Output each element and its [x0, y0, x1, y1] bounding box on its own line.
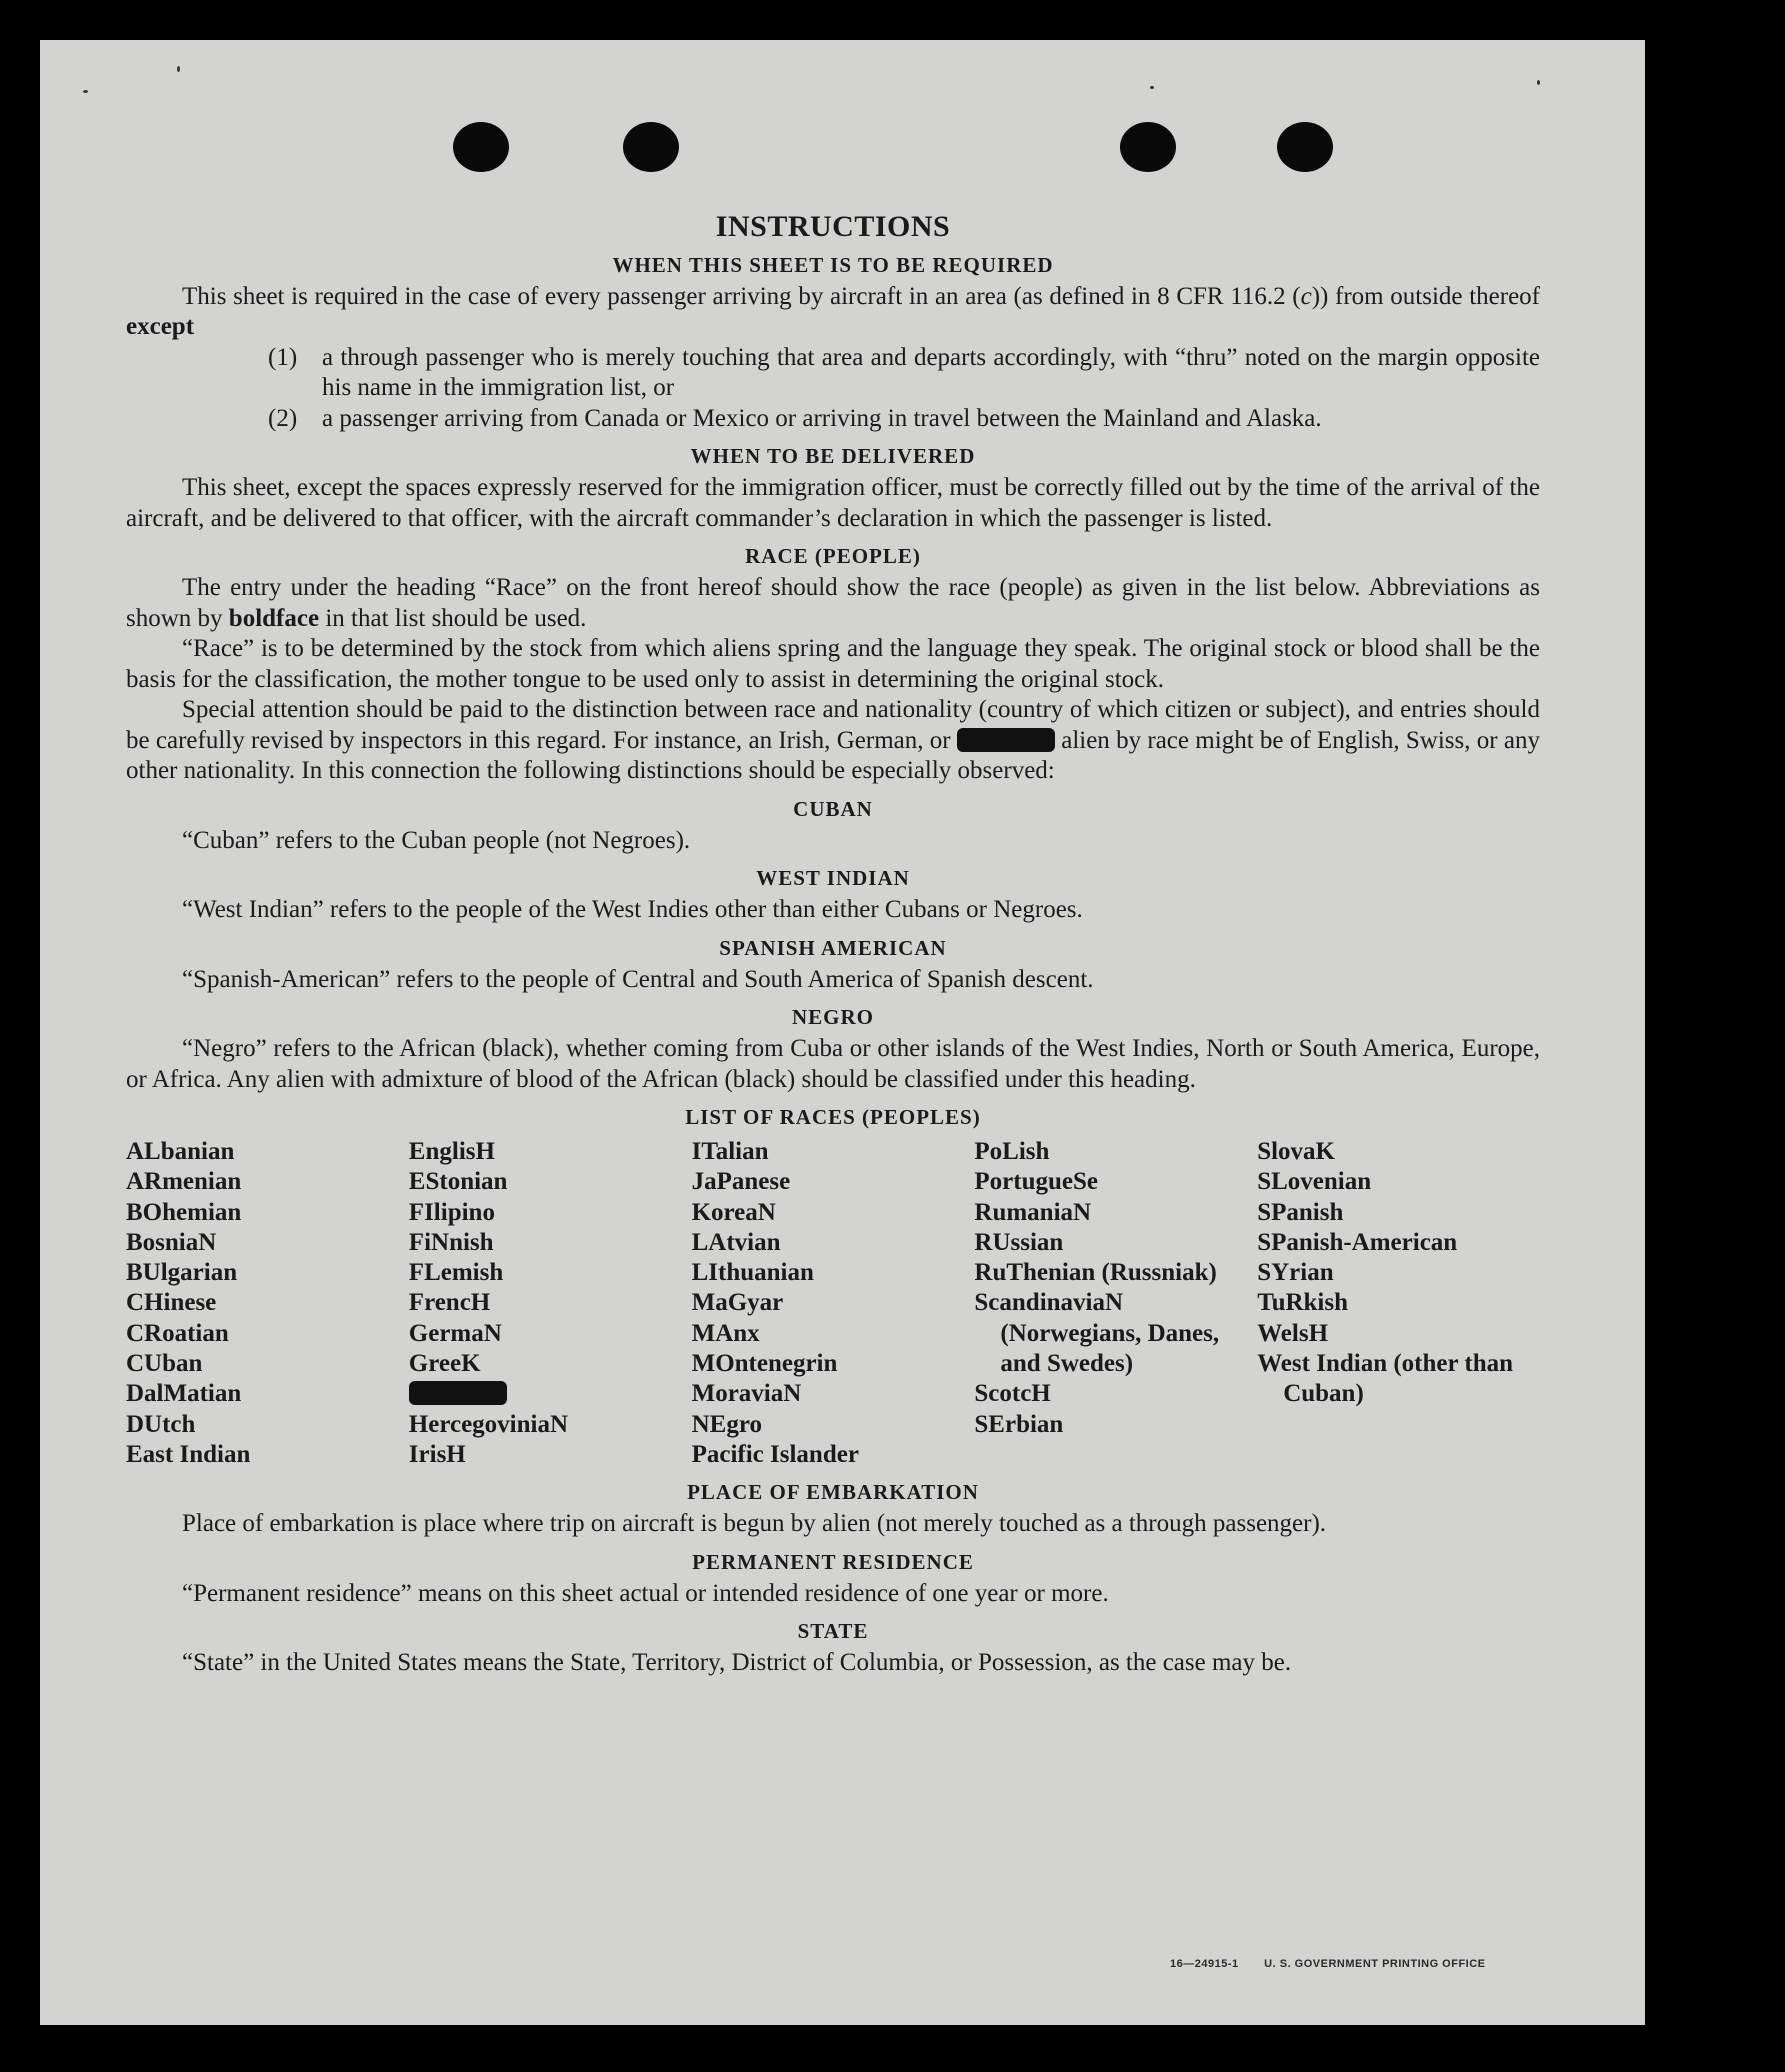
- when-required-text: This sheet is required in the case of every passenger arriving by aircraft in an area (as defined in 8 CFR 116.2 (c)) from outside thereof except: [126, 282, 1540, 340]
- race-entry: PoLish: [974, 1138, 1050, 1165]
- race-entry: BUlgarian: [126, 1259, 238, 1287]
- section-heading-list-of-races: LIST OF RACES (PEOPLES): [685, 1105, 981, 1129]
- race-entry: RumaniaN: [974, 1198, 1092, 1226]
- section-heading-embarkation: PLACE OF EMBARKATION: [687, 1480, 979, 1505]
- race-entry: FiNnish: [408, 1228, 494, 1256]
- speck: [83, 90, 88, 93]
- races-column: [692, 1137, 975, 1470]
- race-entry: East Indian: [126, 1440, 251, 1468]
- section-heading-state: STATE: [797, 1619, 869, 1644]
- state-text: “State” in the United States means the State, Territory, District of Columbia, or Possession, as the case may be.: [182, 1649, 1292, 1677]
- race-entry: SPanish: [1257, 1198, 1344, 1226]
- exception-item: (1) a through passenger who is merely touching that area and departs accordingly, with “thru” noted on the margin opposite his name in the immigration list, or: [268, 343, 1540, 401]
- race-entry: RUssian: [974, 1228, 1064, 1256]
- punch-hole: [623, 122, 679, 172]
- race-entry: EnglisH: [408, 1138, 495, 1165]
- race-entry: [409, 1379, 692, 1409]
- races-list: [126, 1137, 1540, 1470]
- race-entry: BOhemian: [126, 1198, 242, 1226]
- race-paragraph: The entry under the heading “Race” on the front hereof should show the race (people) as given in the list below. Abbreviations as shown by boldface in that list should be used.: [126, 574, 1540, 632]
- exceptions-list: [126, 343, 1540, 435]
- punch-hole: [453, 122, 509, 172]
- race-entry: DalMatian: [126, 1380, 242, 1408]
- print-footer: [1170, 1958, 1486, 1970]
- section-heading-negro: NEGRO: [791, 1005, 874, 1029]
- redaction-mark: [409, 1381, 507, 1405]
- race-entry: ScotcH: [974, 1380, 1051, 1408]
- races-column: [409, 1137, 692, 1470]
- race-entry: KoreaN: [691, 1198, 776, 1226]
- race-entry: CUban: [126, 1350, 203, 1378]
- embarkation-text: Place of embarkation is place where trip on aircraft is begun by alien (not merely touched as a through passenger).: [182, 1510, 1327, 1538]
- cuban-text: “Cuban” refers to the Cuban people (not Negroes).: [182, 826, 691, 854]
- race-entry: ITalian: [691, 1138, 769, 1165]
- race-entry: JaPanese: [691, 1168, 791, 1196]
- race-entry: SErbian: [974, 1410, 1064, 1438]
- race-entry: EStonian: [408, 1168, 508, 1196]
- speck: [1537, 80, 1540, 85]
- section-heading-residence: PERMANENT RESIDENCE: [692, 1549, 974, 1574]
- race-entry: SlovaK: [1257, 1138, 1335, 1165]
- race-entry: WelsH: [1257, 1319, 1329, 1347]
- race-entry: SYrian: [1257, 1259, 1334, 1287]
- document-page: [40, 40, 1645, 2025]
- races-column: [1257, 1137, 1540, 1470]
- race-entry: West Indian (other than Cuban): [1257, 1350, 1514, 1408]
- speck: [1150, 86, 1154, 89]
- race-entry: DUtch: [126, 1410, 196, 1438]
- race-entry: Pacific Islander: [691, 1440, 859, 1468]
- form-number: 16—24915-1: [1170, 1958, 1239, 1970]
- printer-credit: U. S. GOVERNMENT PRINTING OFFICE: [1264, 1958, 1486, 1970]
- punch-hole: [1120, 122, 1176, 172]
- race-entry: PortugueSe: [974, 1168, 1098, 1196]
- race-entry: LIthuanian: [691, 1259, 814, 1287]
- race-entry: SPanish-American: [1257, 1228, 1458, 1256]
- race-entry: MaGyar: [691, 1289, 784, 1317]
- race-entry: GreeK: [408, 1350, 481, 1378]
- race-entry: LAtvian: [691, 1228, 781, 1256]
- race-entry: FIlipino: [408, 1198, 495, 1226]
- section-heading-when-required: WHEN THIS SHEET IS TO BE REQUIRED: [612, 252, 1054, 277]
- section-heading-race: RACE (PEOPLE): [745, 544, 921, 568]
- race-entry: MoraviaN: [691, 1380, 802, 1408]
- races-column: [126, 1137, 409, 1470]
- race-paragraph: “Race” is to be determined by the stock from which aliens spring and the language they speak. The original stock or blood shall be the basis for the classification, the mother tongue to be used only to assist in determining the original stock.: [126, 635, 1540, 693]
- section-heading-west-indian: WEST INDIAN: [756, 866, 910, 890]
- race-entry: BosniaN: [126, 1228, 217, 1256]
- section-heading-cuban: CUBAN: [793, 796, 873, 821]
- race-entry: IrisH: [408, 1440, 466, 1468]
- exception-item: (2) a passenger arriving from Canada or Mexico or arriving in travel between the Mainland and Alaska.: [268, 404, 1322, 432]
- race-entry: RuThenian (Russniak): [974, 1259, 1217, 1287]
- race-entry: FrencH: [408, 1289, 491, 1317]
- race-entry: MAnx: [691, 1319, 760, 1347]
- west-indian-text: “West Indian” refers to the people of the West Indies other than either Cubans or Negroes.: [182, 896, 1083, 923]
- race-entry: ARmenian: [126, 1168, 242, 1196]
- instructions-body: [126, 212, 1540, 1679]
- race-entry: NEgro: [691, 1410, 762, 1438]
- races-column: [974, 1137, 1257, 1470]
- spanish-american-text: “Spanish-American” refers to the people of Central and South America of Spanish descent.: [182, 965, 1094, 993]
- race-paragraph: Special attention should be paid to the distinction between race and nationality (country of which citizen or subject), and entries should be carefully revised by inspectors in this regard. For instance, an Irish, German, or alien by race might be of English, Swiss, or any other nationality. In this connection the following distinctions should be especially observed:: [126, 696, 1540, 784]
- page-title: INSTRUCTIONS: [715, 210, 951, 243]
- race-entry: SLovenian: [1257, 1168, 1372, 1196]
- punch-hole: [1277, 122, 1333, 172]
- race-entry: HercegoviniaN: [408, 1410, 569, 1438]
- residence-text: “Permanent residence” means on this sheet actual or intended residence of one year or more.: [182, 1579, 1109, 1607]
- race-entry: TuRkish: [1257, 1289, 1349, 1317]
- when-delivered-text: This sheet, except the spaces expressly reserved for the immigration officer, must be correctly filled out by the time of the arrival of the aircraft, and be delivered to that officer, with the aircraft commander’s declaration in which the passenger is listed.: [126, 474, 1540, 532]
- section-heading-spanish-american: SPANISH AMERICAN: [719, 935, 947, 960]
- redaction-mark: [957, 728, 1055, 752]
- negro-text: “Negro” refers to the African (black), whether coming from Cuba or other islands of the West Indies, North or South America, Europe, or Africa. Any alien with admixture of blood of the African (black) should be classified under this heading.: [126, 1035, 1540, 1093]
- section-heading-when-delivered: WHEN TO BE DELIVERED: [690, 444, 976, 468]
- race-entry: GermaN: [408, 1319, 502, 1347]
- race-entry: CRoatian: [126, 1319, 229, 1347]
- race-entry: MOntenegrin: [691, 1350, 838, 1378]
- race-entry: FLemish: [408, 1259, 504, 1287]
- race-entry: ScandinaviaN (Norwegians, Danes, and Swedes): [974, 1289, 1220, 1378]
- speck: [177, 66, 180, 72]
- race-entry: CHinese: [126, 1289, 217, 1317]
- race-entry: ALbanian: [126, 1138, 235, 1165]
